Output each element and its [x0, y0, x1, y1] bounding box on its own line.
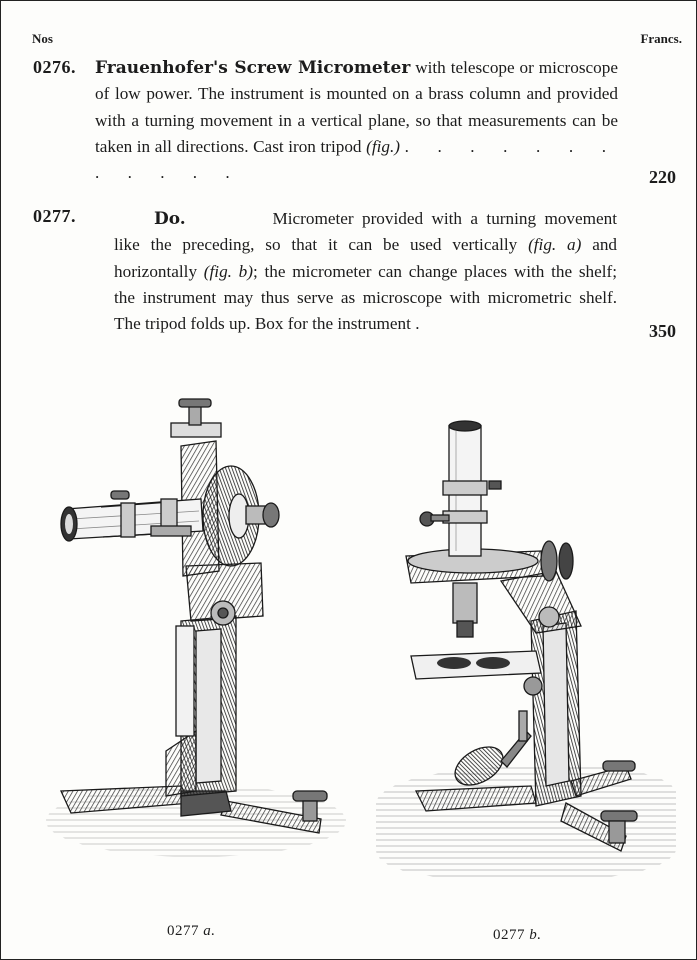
entry-number-0276: 0276.	[33, 57, 76, 77]
figure-caption-b-suffix: b.	[529, 927, 542, 943]
figure-caption-b-number: 0277	[493, 927, 525, 943]
entry-description-0277	[114, 206, 617, 337]
entry-title-0276: Frauenhofer's Screw Micrometer	[95, 58, 411, 78]
price-0276: 220	[649, 167, 676, 187]
entry-text-0277-part1: Micrometer provided with a turning movement like the preceding, so that it can be used vertically	[114, 209, 618, 255]
entry-text-0277-part3: ; the micrometer can change places with the shelf; the instrument may thus serve as microscope with micrometric shelf. The tripod folds up. Box for the instrument .	[114, 261, 618, 334]
entry-description-0276	[95, 55, 618, 186]
figure-caption-a-suffix: a.	[203, 923, 216, 939]
price-0277: 350	[649, 321, 676, 341]
header-francs-label: Francs.	[640, 31, 682, 46]
engraving-micrometer-vertical	[31, 391, 351, 861]
fig-reference-0276: (fig.)	[366, 136, 400, 156]
entry-title-0277: Do.	[154, 209, 186, 229]
entry-number-0277: 0277.	[33, 206, 76, 226]
entry-text-0276: with telescope or microscope of low power. The instrument is mounted on a brass column and provided with a turning movement in a vertical plane, so that measurements can be taken in all directions. Cast iron tripod	[95, 58, 618, 156]
figure-caption-a	[167, 923, 216, 940]
figure-caption-b	[493, 927, 542, 944]
header-numbers-label: Nos	[32, 31, 53, 46]
entry-text-0277-part2: and horizontally	[114, 235, 618, 281]
fig-reference-0277-b: (fig. b)	[203, 261, 254, 281]
dot-leaders-0276: . . . . . . . . . . . .	[95, 136, 619, 183]
engraving-micrometer-horizontal	[371, 411, 681, 881]
fig-reference-0277-a: (fig. a)	[528, 235, 582, 255]
figure-caption-a-number: 0277	[167, 923, 199, 939]
